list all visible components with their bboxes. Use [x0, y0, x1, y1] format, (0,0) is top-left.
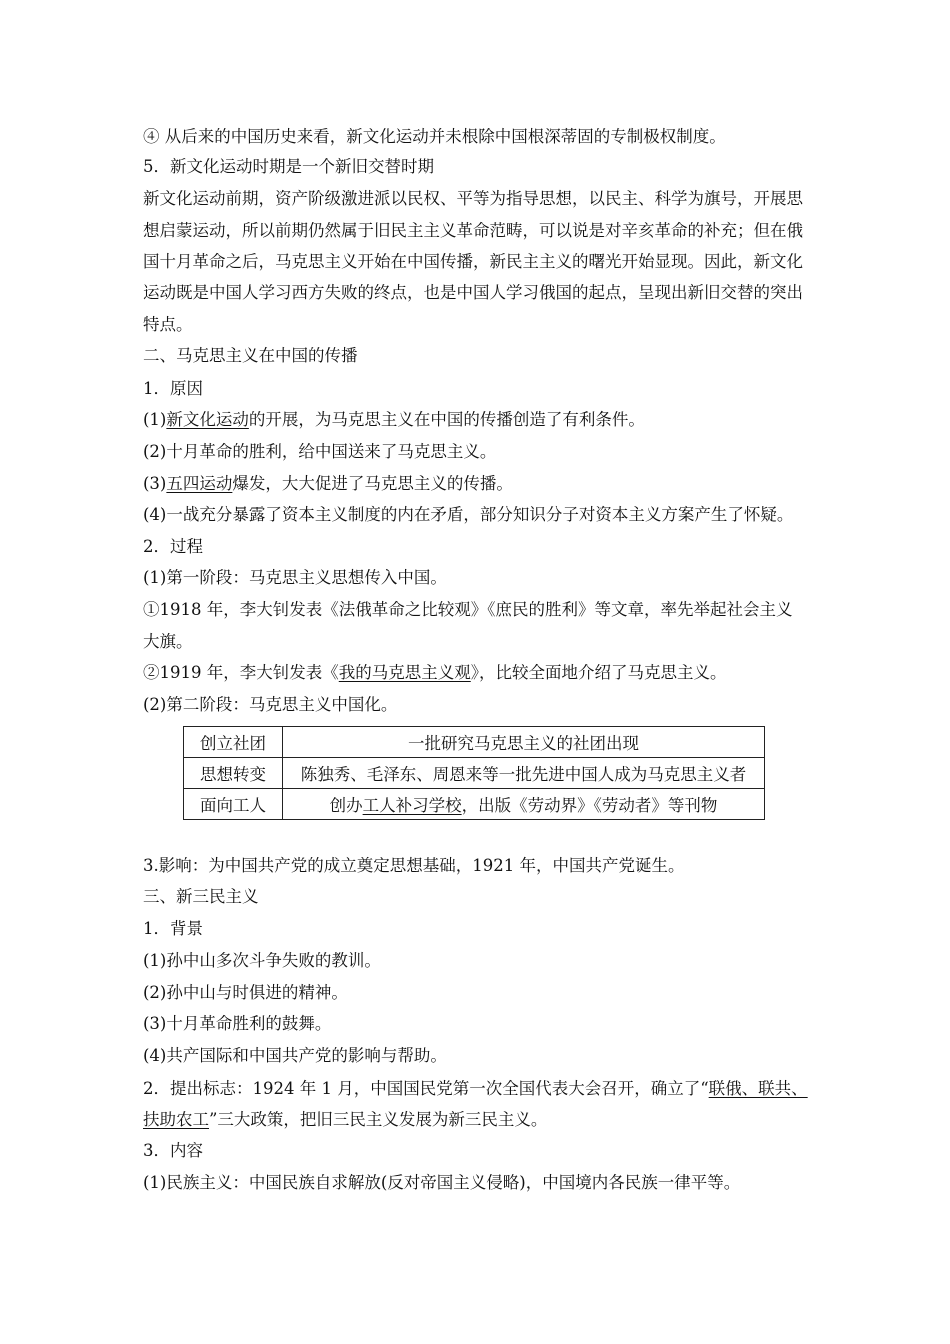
paragraph-line: 特点。 — [143, 315, 193, 334]
cell-suffix: ，出版《劳动界》《劳动者》等刊物 — [461, 796, 718, 815]
text-line: (4)共产国际和中国共产党的影响与帮助。 — [143, 1046, 447, 1065]
text-line: ④ 从后来的中国历史来看，新文化运动并未根除中国根深蒂固的专制极权制度。 — [143, 127, 726, 146]
section-heading: 1．原因 — [143, 379, 203, 398]
underlined-term: 扶助农工 — [143, 1110, 209, 1129]
table-cell-label: 思想转变 — [184, 758, 283, 789]
text-line: 大旗。 — [143, 632, 193, 651]
text-line: (3)十月革命胜利的鼓舞。 — [143, 1014, 332, 1033]
paragraph-line: 运动既是中国人学习西方失败的终点，也是中国人学习俄国的起点，呈现出新旧交替的突出 — [143, 283, 803, 302]
text-line — [143, 1079, 808, 1099]
text-line — [143, 410, 645, 430]
paragraph-line: 新文化运动前期，资产阶级激进派以民权、平等为指导思想，以民主、科学为旗号，开展思 — [143, 189, 803, 208]
table-row — [184, 758, 765, 789]
line-prefix: 2．提出标志：1924 年 1 月，中国国民党第一次全国代表大会召开，确立了“ — [143, 1079, 709, 1098]
text-line: (4)一战充分暴露了资本主义制度的内在矛盾，部分知识分子对资本主义方案产生了怀疑。 — [143, 505, 794, 524]
line-suffix: 爆发，大大促进了马克思主义的传播。 — [232, 474, 513, 493]
table-cell-label: 创立社团 — [184, 727, 283, 758]
underlined-term: 五四运动 — [166, 474, 233, 493]
table-cell-content: 一批研究马克思主义的社团出现 — [283, 727, 765, 758]
table-row — [184, 727, 765, 758]
line-suffix: 》，比较全面地介绍了马克思主义。 — [470, 663, 727, 682]
text-line: 3.影响：为中国共产党的成立奠定思想基础，1921 年，中国共产党诞生。 — [143, 856, 685, 875]
chapter-heading: 二、马克思主义在中国的传播 — [143, 346, 358, 365]
underlined-term: 新文化运动 — [166, 410, 249, 429]
text-line: (1)第一阶段：马克思主义思想传入中国。 — [143, 568, 447, 587]
paragraph-line: 想启蒙运动，所以前期仍然属于旧民主主义革命范畴，可以说是对辛亥革命的补充；但在俄 — [143, 221, 803, 240]
section-heading: 2．过程 — [143, 537, 203, 556]
underlined-term: 工人补习学校 — [362, 796, 462, 815]
text-line: (2)第二阶段：马克思主义中国化。 — [143, 695, 398, 714]
line-suffix: 的开展，为马克思主义在中国的传播创造了有利条件。 — [248, 410, 645, 429]
text-line: (2)孙中山与时俱进的精神。 — [143, 983, 348, 1002]
text-line: (1)民族主义：中国民族自求解放(反对帝国主义侵略)，中国境内各民族一律平等。 — [143, 1173, 741, 1192]
table-cell-label: 面向工人 — [184, 789, 283, 820]
stage-table — [183, 726, 765, 820]
cell-prefix: 创办 — [329, 796, 363, 815]
line-prefix: (3) — [143, 474, 167, 493]
text-line — [143, 663, 727, 683]
table-row — [184, 789, 765, 820]
table-cell-content: 陈独秀、毛泽东、周恩来等一批先进中国人成为马克思主义者 — [283, 758, 765, 789]
underlined-term: 我的马克思主义观 — [338, 663, 471, 682]
line-suffix: ”三大政策，把旧三民主义发展为新三民主义。 — [209, 1110, 548, 1129]
section-heading: 5．新文化运动时期是一个新旧交替时期 — [143, 157, 434, 176]
text-line: (2)十月革命的胜利，给中国送来了马克思主义。 — [143, 442, 497, 461]
underlined-term: 联俄、联共、 — [708, 1079, 808, 1098]
table-cell-content — [283, 789, 765, 820]
text-line — [143, 474, 513, 494]
paragraph-line: 国十月革命之后，马克思主义开始在中国传播，新民主主义的曙光开始显现。因此，新文化 — [143, 252, 803, 271]
section-heading: 1．背景 — [143, 919, 203, 938]
line-prefix: (1) — [143, 410, 167, 429]
text-line: ①1918 年，李大钊发表《法俄革命之比较观》《庶民的胜利》等文章，率先举起社会主义 — [143, 600, 793, 619]
section-heading: 3．内容 — [143, 1141, 203, 1160]
chapter-heading: 三、新三民主义 — [143, 887, 259, 906]
text-line — [143, 1110, 547, 1130]
text-line: (1)孙中山多次斗争失败的教训。 — [143, 951, 381, 970]
line-prefix: ②1919 年，李大钊发表《 — [143, 663, 339, 682]
